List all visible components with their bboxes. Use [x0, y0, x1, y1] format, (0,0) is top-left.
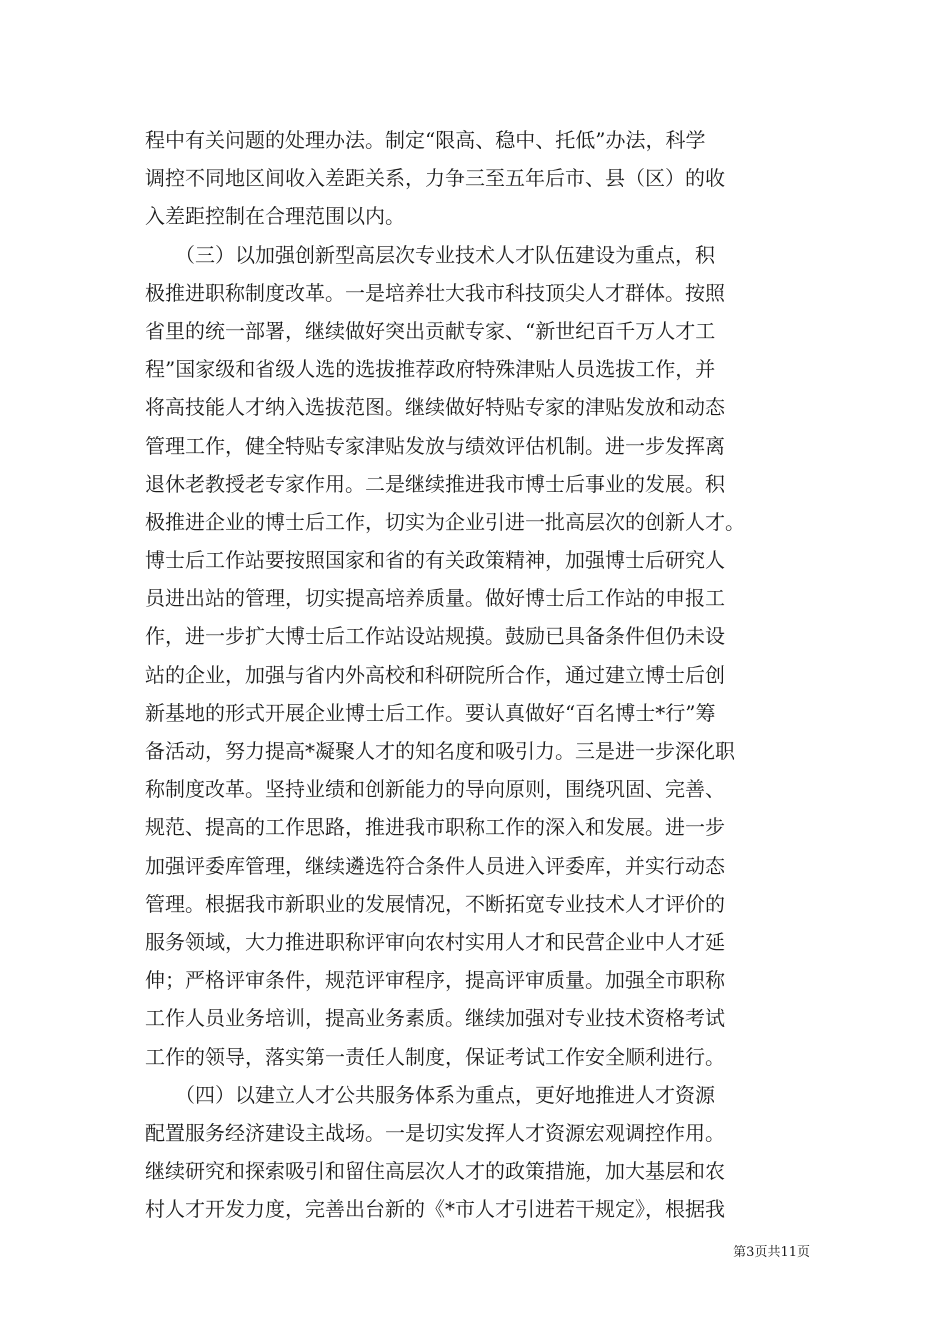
- text-line: 配置服务经济建设主战场。一是切实发挥人才资源宏观调控作用。: [145, 1120, 725, 1145]
- text-line: 称制度改革。坚持业绩和创新能力的导向原则，围绕巩固、完善、: [145, 777, 725, 802]
- page-number: 第3页共11页: [733, 1245, 810, 1260]
- text-line: （三）以加强创新型高层次专业技术人才队伍建设为重点，积: [145, 242, 715, 267]
- text-line: 极推进职称制度改革。一是培养壮大我市科技顶尖人才群体。按照: [145, 280, 725, 305]
- text-line: 备活动，努力提高*凝聚人才的知名度和吸引力。三是进一步深化职: [145, 739, 735, 763]
- text-line: 极推进企业的博士后工作，切实为企业引进一批高层次的创新人才。: [145, 509, 745, 534]
- body-text: [145, 121, 817, 1228]
- text-line: 加强评委库管理，继续遴选符合条件人员进入评委库，并实行动态: [145, 853, 725, 878]
- text-line: 调控不同地区间收入差距关系，力争三至五年后市、县（区）的收: [145, 166, 725, 191]
- text-line: 管理。根据我市新职业的发展情况，不断拓宽专业技术人才评价的: [145, 891, 725, 916]
- text-line: 继续研究和探索吸引和留住高层次人才的政策措施，加大基层和农: [145, 1159, 725, 1184]
- text-line: 程”国家级和省级人选的选拔推荐政府特殊津贴人员选拔工作，并: [145, 357, 716, 382]
- text-line: 博士后工作站要按照国家和省的有关政策精神，加强博士后研究人: [145, 548, 725, 573]
- text-line: 村人才开发力度，完善出台新的《*市人才引进若干规定》，根据我: [145, 1197, 725, 1222]
- text-line: 服务领域，大力推进职称评审向农村实用人才和民营企业中人才延: [145, 929, 725, 954]
- text-line: 工作的领导，落实第一责任人制度，保证考试工作安全顺利进行。: [145, 1044, 725, 1069]
- text-line: 员进出站的管理，切实提高培养质量。做好博士后工作站的申报工: [145, 586, 725, 611]
- text-line: 将高技能人才纳入选拔范图。继续做好特贴专家的津贴发放和动态: [145, 395, 725, 420]
- text-line: 作，进一步扩大博士后工作站设站规摸。鼓励已具备条件但仍未设: [145, 624, 725, 649]
- text-line: 入差距控制在合理范围以内。: [145, 204, 405, 229]
- text-line: 工作人员业务培训，提高业务素质。继续加强对专业技术资格考试: [145, 1006, 725, 1031]
- text-line: 管理工作，健全特贴专家津贴发放与绩效评估机制。进一步发挥离: [145, 433, 725, 458]
- text-line: 新基地的形式开展企业博士后工作。要认真做好“百名博士*行”筹: [145, 700, 716, 725]
- text-line: 伸；严格评审条件，规范评审程序，提高评审质量。加强全市职称: [145, 968, 725, 993]
- text-line: 站的企业，加强与省内外高校和科研院所合作，通过建立博士后创: [145, 662, 725, 687]
- text-line: 省里的统一部署，继续做好突出贡献专家、“新世纪百千万人才工: [145, 318, 716, 343]
- text-line: 规范、提高的工作思路，推进我市职称工作的深入和发展。进一步: [145, 815, 725, 840]
- text-line: 退休老教授老专家作用。二是继续推进我市博士后事业的发展。积: [145, 471, 725, 496]
- text-line: 程中有关问题的处理办法。制定“限高、稳中、托低”办法，科学: [145, 128, 706, 152]
- text-line: （四）以建立人才公共服务体系为重点，更好地推进人才资源: [145, 1082, 715, 1107]
